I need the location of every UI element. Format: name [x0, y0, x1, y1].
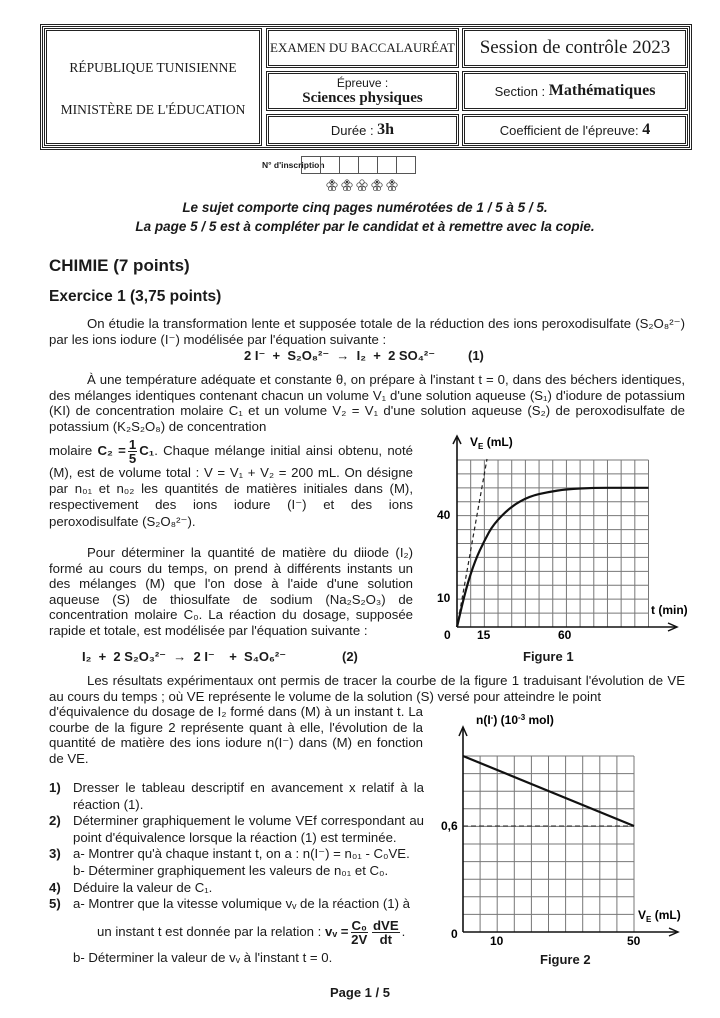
epreuve-label: Épreuve : — [336, 75, 389, 90]
figure-1-grid — [457, 460, 649, 627]
rosette-icon — [325, 178, 339, 192]
section-label: Section : — [494, 83, 549, 99]
question-5a: 5) a- Montrer que la vitesse volumique vᵥ de la réaction (1) à — [49, 896, 411, 912]
figure-1-caption: Figure 1 — [523, 649, 574, 664]
session-box — [462, 28, 688, 68]
question-4: 4) Déduire la valeur de C₁. — [49, 879, 213, 895]
coefficient-label: Coefficient de l'épreuve: — [499, 122, 643, 138]
rosette-icon — [385, 178, 399, 192]
duree-box — [266, 114, 459, 146]
coefficient-box — [462, 114, 688, 146]
rosette-icon — [340, 178, 354, 192]
mixture-rest: . Chaque mélange initial ainsi obtenu, noté (M), est de volume total : V = V₁ + V₂ = 200 mL. On désigne par n₀₁ et n₀₂ les quantités de matières initiales dans (M), respectivement des ions iodure (I⁻) et des ions peroxodisulfate (S₂O₈²⁻). — [49, 442, 413, 529]
figure-2-grid — [463, 756, 634, 932]
question-1: 1) Dresser le tableau descriptif en avancement x relatif à la réaction (1). — [49, 780, 424, 812]
figure-2 — [425, 712, 700, 972]
question-5a-formula-line: un instant t est donnée par la relation : vᵥ = $\frac{\text{C₀}}{2V}$ $\frac{\text{dVE}}{dt}$ . — [97, 917, 406, 947]
question-5b: b- Déterminer la valeur de vᵥ à l'instant t = 0. — [73, 949, 333, 965]
section-title: CHIMIE (7 points) — [49, 256, 190, 275]
intro-line-1: Le sujet comporte cinq pages numérotées de 1 / 5 à 5 / 5. — [182, 200, 548, 215]
equation-2: I₂ + 2 S₂O₃²⁻ → 2 I⁻ + S₄O₆²⁻ — [82, 649, 287, 664]
paragraph-figure2: d'équivalence du dosage de I₂ formé dans (M) à un instant t. La courbe de la figure 2 représente quant à elle, l'évolution de la quantité de matière des ions iodure n(I⁻) dans (M) en fonction de VE. — [49, 704, 423, 766]
registration-digit-box[interactable] — [320, 156, 340, 174]
paragraph-results: Les résultats expérimentaux ont permis de tracer la courbe de la figure 1 traduisant l'évolution de VE au cours du temps ; où VE représente le volume de la solution (S) versé pour atteindre le point — [49, 673, 685, 704]
header-institution-box — [44, 28, 262, 146]
svg-text:0,6: 0,6 — [441, 819, 458, 833]
country-name: RÉPUBLIQUE TUNISIENNE — [69, 60, 237, 75]
registration-digit-box[interactable] — [339, 156, 359, 174]
registration-label: N° d'inscription — [262, 160, 325, 170]
svg-text:60: 60 — [558, 628, 572, 642]
svg-text:0: 0 — [444, 628, 451, 642]
figure-1-chart — [425, 428, 700, 668]
registration-digit-box[interactable] — [358, 156, 378, 174]
paragraph-titration: Pour déterminer la quantité de matière du diiode (I₂) formé au cours du temps, on prend à différents instants un des mélanges (M) que l'on dose à l'aide d'une solution aqueuse (S) de thiosulfate de sodium (Na₂S₂O₃) de concentration molaire C₀. La réaction du dosage, supposée rapide et totale, est modélisée par l'équation suivante : — [49, 545, 413, 638]
c2-rhs: C₁ — [139, 442, 155, 458]
equation-1: 2 I⁻ + S₂O₈²⁻ → I₂ + 2 SO₄²⁻ — [244, 348, 436, 363]
question-3b: b- Déterminer graphiquement les valeurs de n₀₁ et C₀. — [73, 862, 389, 878]
section-value: Mathématiques — [548, 82, 656, 99]
exam-name-box — [266, 28, 459, 68]
exercise-title: Exercice 1 (3,75 points) — [49, 288, 222, 305]
registration-digit-box[interactable] — [377, 156, 397, 174]
question-2: 2) Déterminer graphiquement le volume VEf correspondant au point d'équivalence lorsque la réaction (1) est terminée. — [49, 813, 424, 845]
paragraph-mixture — [49, 438, 413, 530]
equation-2-number: (2) — [342, 649, 358, 664]
paragraph-intro: On étudie la transformation lente et supposée totale de la réduction des ions peroxodisulfate (S₂O₈²⁻) par les ions iodure (I⁻) modélisée par l'équation suivante : — [49, 316, 685, 347]
figure-1-xlabel: t (min) — [651, 603, 688, 617]
figure-1-ylabel: $V_E$ (mL) — [470, 435, 513, 451]
questions-list — [49, 780, 424, 966]
svg-text:40: 40 — [437, 508, 451, 522]
security-rosettes — [325, 178, 399, 192]
vv-lhs: vᵥ = — [325, 923, 349, 939]
epreuve-box — [266, 71, 459, 111]
exam-name: EXAMEN DU BACCALAURÉAT — [270, 40, 455, 55]
svg-text:15: 15 — [477, 628, 491, 642]
rosette-icon — [370, 178, 384, 192]
question-3a: 3) a- Montrer qu'à chaque instant t, on a : n(I⁻) = n₀₁ - C₀VE. — [49, 846, 410, 862]
fraction-dve-dt: $\frac{\text{dVE}}{dt}$ — [372, 917, 399, 947]
figure-1 — [425, 428, 700, 668]
section-box — [462, 71, 688, 111]
registration-number-boxes[interactable] — [302, 156, 416, 174]
duree-label: Durée : — [330, 122, 378, 138]
epreuve-value: Sciences physiques — [302, 89, 423, 106]
fraction-c0-2v: $\frac{\text{C₀}}{2V}$ — [351, 917, 368, 947]
figure-2-xlabel: $V_E$ (mL) — [638, 908, 681, 924]
fraction-one-fifth: $\frac{1}{5}$ — [128, 437, 137, 466]
intro-line-2: La page 5 / 5 est à compléter par le candidat et à remettre avec la copie. — [135, 219, 595, 234]
figure-2-ylabel: n(I-) ($10^{-3}$ mol) — [476, 713, 554, 727]
coefficient-value: 4 — [642, 121, 651, 138]
equation-1-number: (1) — [468, 348, 484, 363]
mixture-prefix: molaire — [49, 442, 93, 458]
session-title: Session de contrôle 2023 — [479, 37, 671, 58]
svg-text:10: 10 — [437, 591, 451, 605]
paragraph-setup: À une température adéquate et constante θ, on prépare à l'instant t = 0, dans des béchers identiques, des mélanges identiques contenant chacun un volume V₁ d'une solution aqueuse (S₁) d'iodure de potassium (KI) de concentration molaire C₁ et un volume V₂ = V₁ d'une solution aqueuse (S₂) de peroxodisulfate de potassium (K₂S₂O₈) de concentration — [49, 372, 685, 434]
rosette-icon — [355, 178, 369, 192]
registration-digit-box[interactable] — [396, 156, 416, 174]
figure-2-caption: Figure 2 — [540, 952, 591, 967]
svg-text:50: 50 — [627, 934, 641, 948]
svg-text:10: 10 — [490, 934, 504, 948]
duree-value: 3h — [377, 121, 395, 138]
figure-2-chart — [425, 712, 700, 972]
c2-lhs: C₂ = — [97, 442, 126, 458]
registration-digit-box[interactable] — [301, 156, 321, 174]
ministry-name: MINISTÈRE DE L'ÉDUCATION — [60, 102, 246, 117]
svg-text:0: 0 — [451, 927, 458, 941]
page-number: Page 1 / 5 — [330, 985, 390, 1000]
